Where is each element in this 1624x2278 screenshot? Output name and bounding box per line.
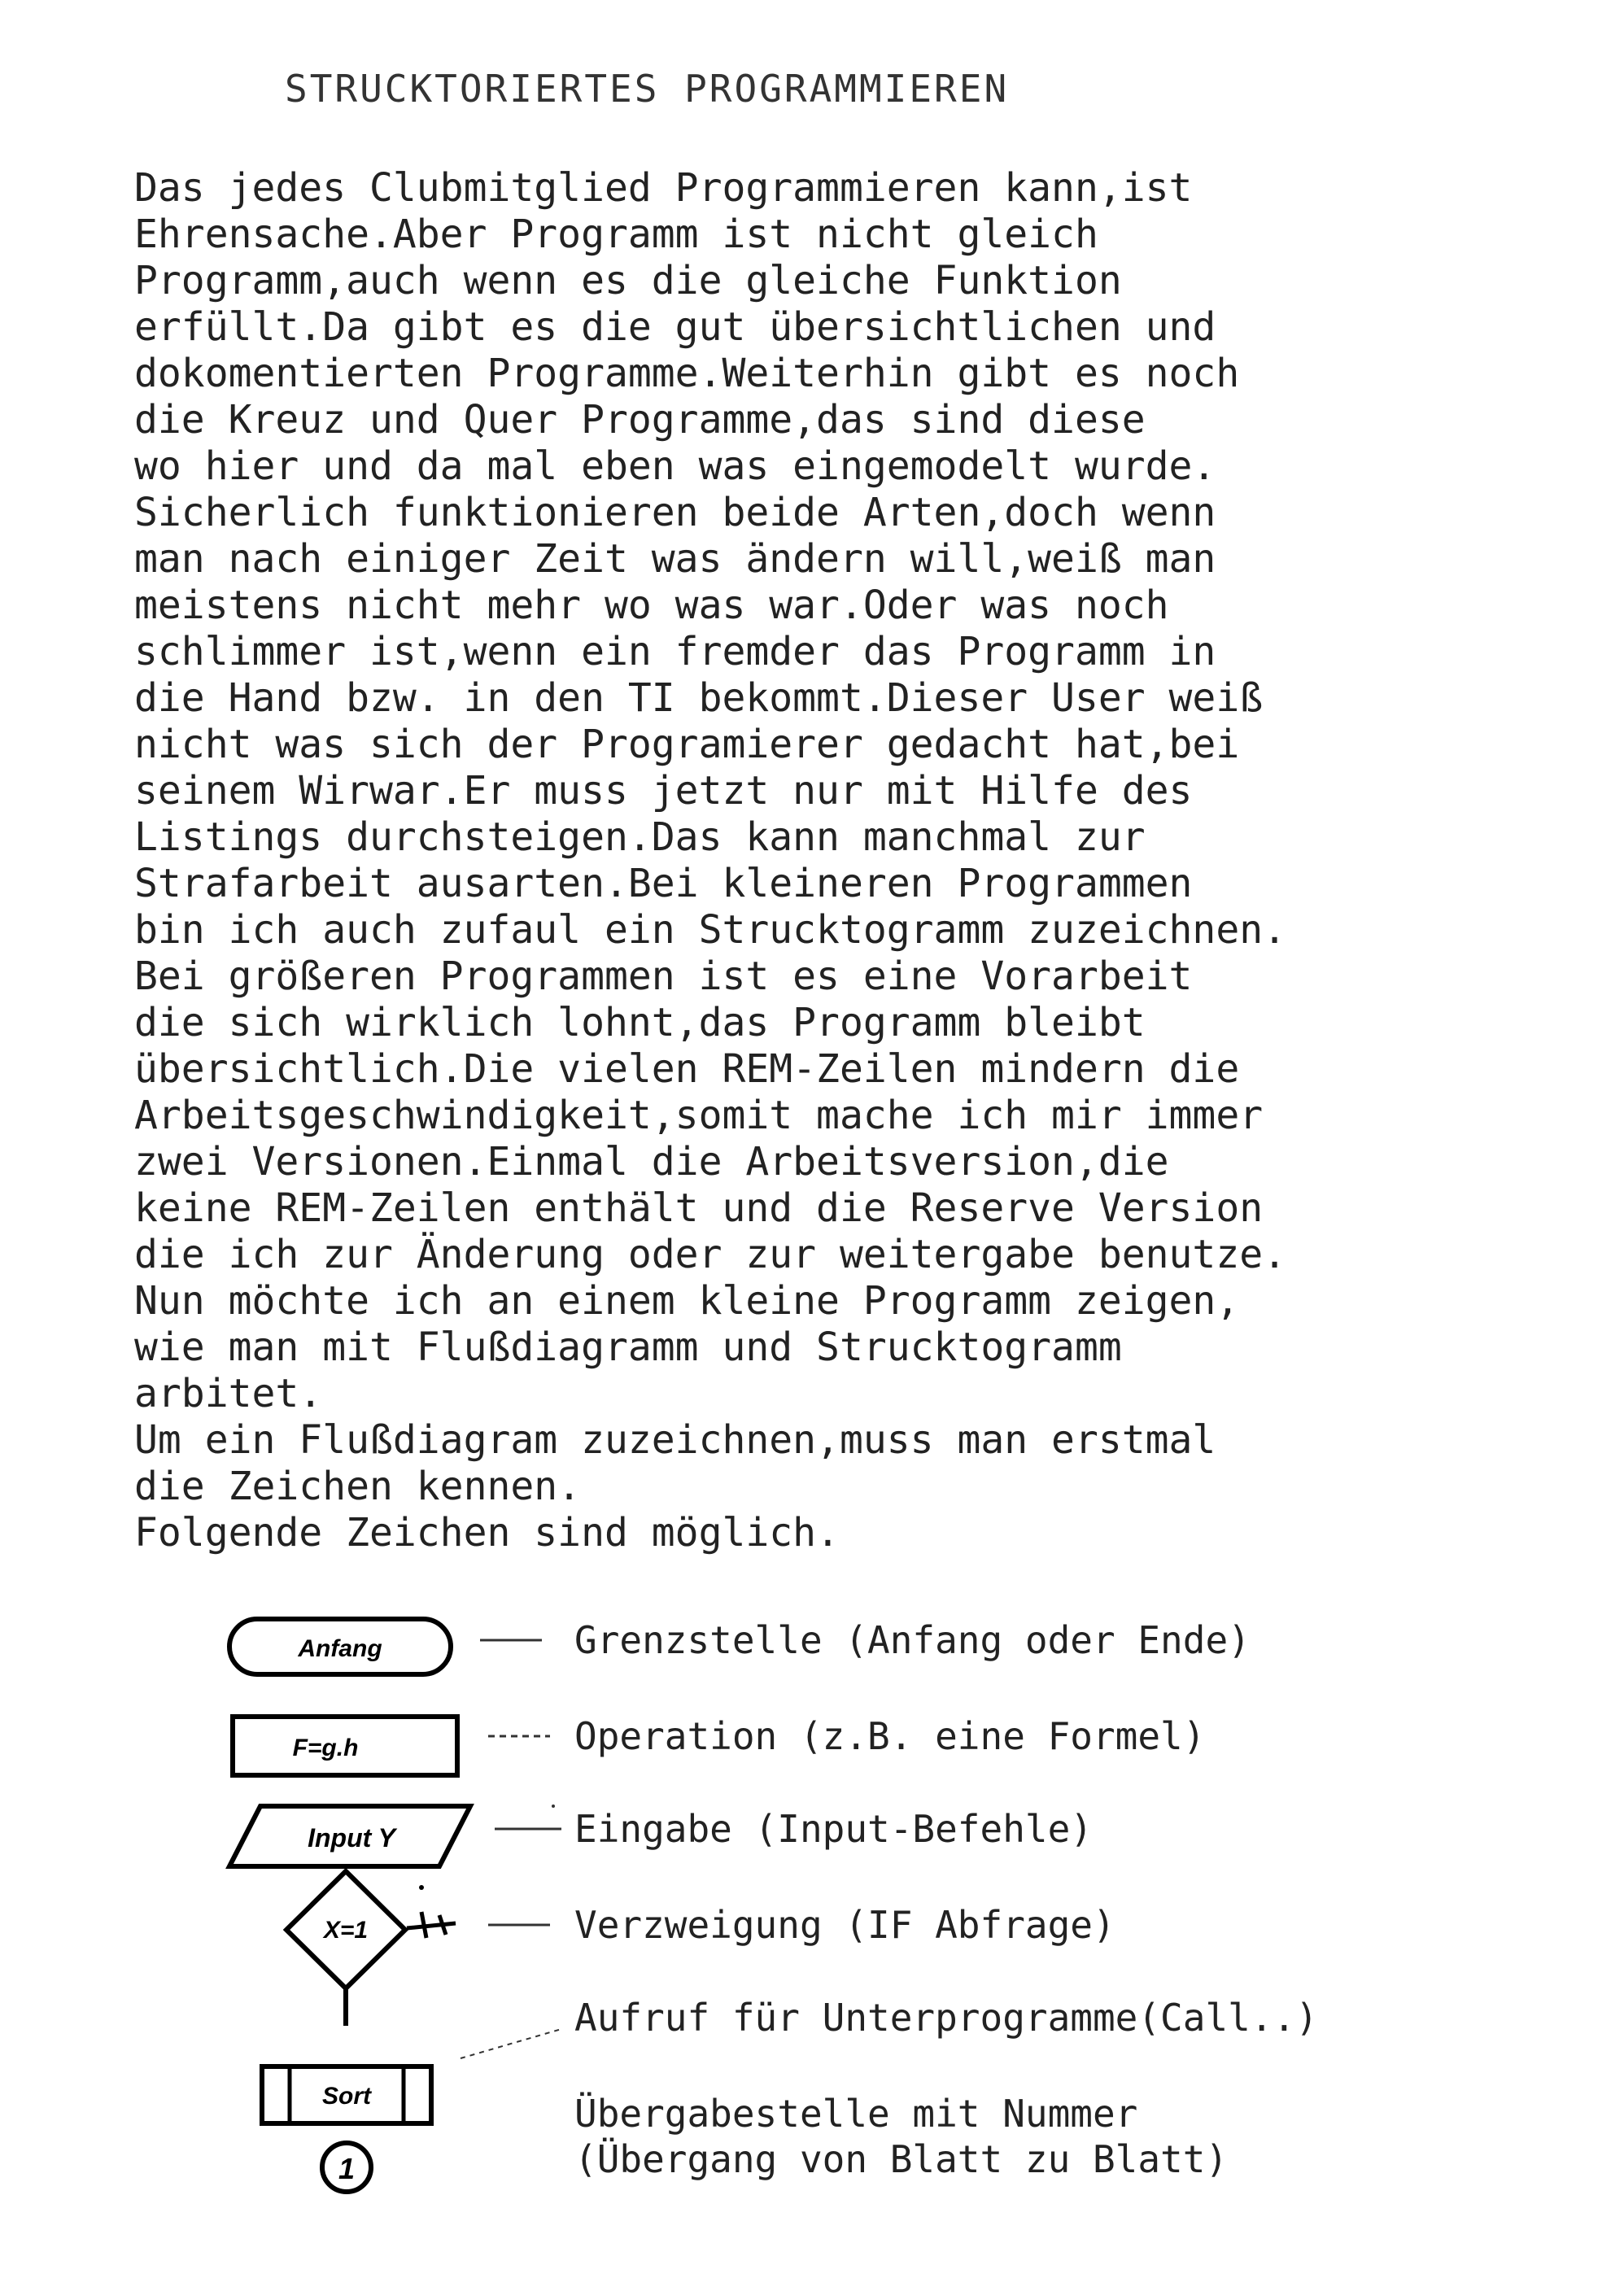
text-line: arbitet. [134, 1371, 323, 1416]
text-line: Ehrensache.Aber Programm ist nicht gleich [134, 212, 1098, 257]
text-line: Um ein Flußdiagram zuzeichnen,muss man erstmal [134, 1417, 1216, 1463]
subroutine-symbol-label: Sort [322, 2083, 371, 2110]
text-line: wie man mit Flußdiagramm und Strucktogramm [134, 1324, 1122, 1370]
terminal-description: Grenzstelle (Anfang oder Ende) [574, 1618, 1251, 1662]
text-line: die ich zur Änderung oder zur weitergabe benutze. [134, 1232, 1287, 1277]
decision-symbol [286, 1871, 456, 2026]
decision-description: Verzweigung (IF Abfrage) [574, 1903, 1115, 1947]
text-line: Arbeitsgeschwindigkeit,somit mache ich mir immer [134, 1093, 1264, 1138]
text-line: übersichtlich.Die vielen REM-Zeilen mindern die [134, 1046, 1240, 1092]
decision-symbol-label: X=1 [323, 1917, 369, 1944]
connector-symbol-label: 1 [338, 2152, 356, 2185]
terminal-symbol [229, 1619, 451, 1674]
operation-symbol [233, 1717, 457, 1775]
input-description: Eingabe (Input-Befehle) [574, 1807, 1093, 1851]
text-line: Listings durchsteigen.Das kann manchmal zur [134, 814, 1146, 860]
text-line: Sicherlich funktionieren beide Arten,doch wenn [134, 490, 1216, 535]
text-line: wo hier und da mal eben was eingemodelt wurde. [134, 443, 1216, 489]
text-line: seinem Wirwar.Er muss jetzt nur mit Hilfe des [134, 768, 1193, 814]
text-line: die Hand bzw. in den TI bekommt.Dieser User weiß [134, 675, 1264, 721]
flowchart-symbol-legend [0, 1586, 1624, 2205]
text-line: Nun möchte ich an einem kleine Programm zeigen, [134, 1278, 1240, 1324]
connector-description-line1: Übergabestelle mit Nummer [574, 2092, 1138, 2136]
text-line: meistens nicht mehr wo was war.Oder was noch [134, 583, 1169, 628]
operation-symbol-label: F=g.h [292, 1735, 359, 1761]
subroutine-description: Aufruf für Unterprogramme(Call..) [574, 1996, 1318, 2040]
terminal-symbol-label: Anfang [298, 1635, 382, 1662]
input-symbol-label: Input Y [308, 1823, 395, 1853]
text-line: die Zeichen kennen. [134, 1464, 582, 1509]
input-symbol [229, 1806, 470, 1866]
text-line: Folgende Zeichen sind möglich. [134, 1510, 840, 1556]
connector-dash [461, 2029, 561, 2058]
text-line: nicht was sich der Programierer gedacht hat,bei [134, 722, 1240, 767]
subroutine-symbol [262, 2066, 431, 2123]
text-line: man nach einiger Zeit was ändern will,weiß man [134, 536, 1216, 582]
text-line: die sich wirklich lohnt,das Programm bleibt [134, 1000, 1146, 1045]
page-title: STRUCKTORIERTES PROGRAMMIEREN [285, 67, 1010, 111]
text-line: Strafarbeit ausarten.Bei kleineren Programmen [134, 861, 1193, 906]
text-line: bin ich auch zufaul ein Strucktogramm zuzeichnen. [134, 907, 1287, 953]
text-line: Das jedes Clubmitglied Programmieren kann,ist [134, 165, 1193, 211]
connector-symbol [322, 2143, 371, 2192]
text-line: Programm,auch wenn es die gleiche Funktion [134, 258, 1122, 303]
text-line: erfüllt.Da gibt es die gut übersichtlichen und [134, 304, 1216, 350]
text-line: dokomentierten Programme.Weiterhin gibt es noch [134, 351, 1240, 396]
text-line: schlimmer ist,wenn ein fremder das Programm in [134, 629, 1216, 674]
text-line: Bei größeren Programmen ist es eine Vorarbeit [134, 954, 1193, 999]
connector-description-line2: (Übergang von Blatt zu Blatt) [574, 2137, 1229, 2181]
text-line: zwei Versionen.Einmal die Arbeitsversion,die [134, 1139, 1169, 1185]
operation-description: Operation (z.B. eine Formel) [574, 1714, 1206, 1758]
text-line: keine REM-Zeilen enthält und die Reserve Version [134, 1185, 1264, 1231]
intro-paragraph [134, 165, 1286, 1556]
text-line: die Kreuz und Quer Programme,das sind diese [134, 397, 1146, 443]
